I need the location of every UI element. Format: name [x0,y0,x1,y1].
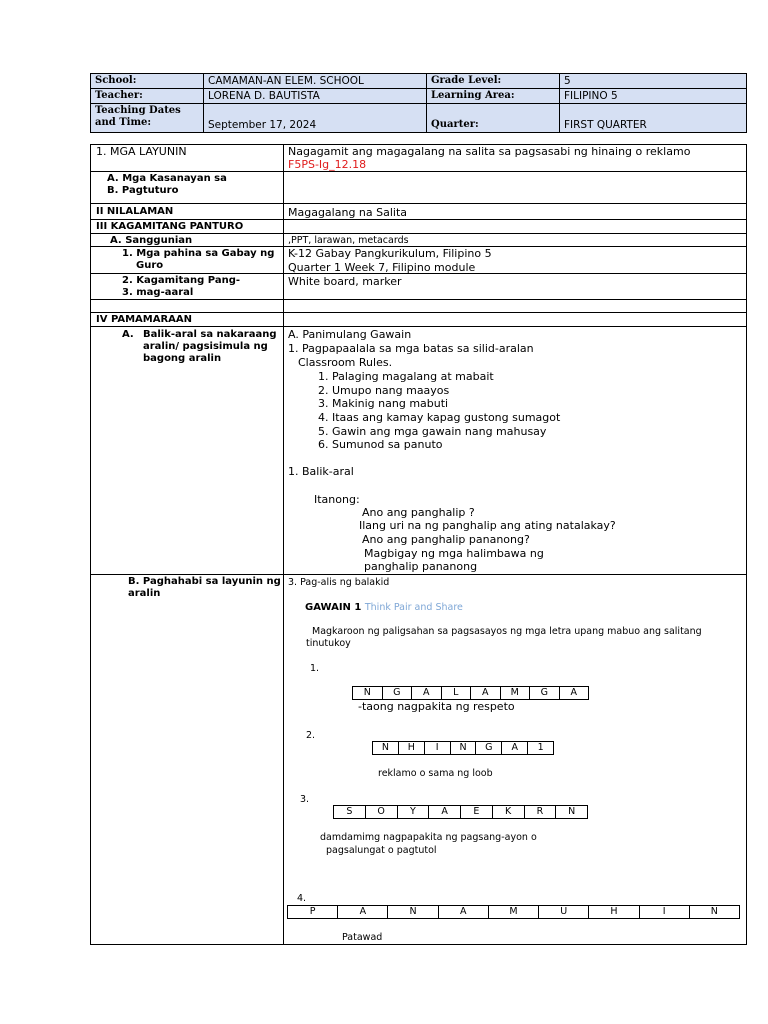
letter-box: S [334,806,366,818]
batas-text: 1. Pagpapaalala sa mga batas sa silid-aralan [288,342,534,355]
item-clue-line-1: damdamimg nagpapakita ng pagsang-ayon o [320,832,537,843]
letter-boxes-4 [287,905,740,919]
letter-box: A [429,806,461,818]
kagamitan-text: White board, marker [288,275,402,288]
letter-box: R [525,806,557,818]
letter-box: A [439,906,489,918]
dates-label-line-2: and Time: [95,117,152,128]
layunin-text: Nagagamit ang magagalang na salita sa pagsasabi ng hinaing o reklamo [288,145,691,158]
gawain-title [305,600,463,614]
letter-box: N [388,906,438,918]
kagamitang-line-1: 2. Kagamitang Pang- [122,275,241,286]
grade-value: 5 [560,74,747,89]
letter-box: 1 [537,742,544,753]
header-table [90,73,747,133]
question-item: panghalip pananong [364,560,478,573]
item-clue-line-2: pagsalungat o pagtutol [326,845,437,856]
gawain-subtitle: Think Pair and Share [364,602,463,613]
balik-line-2: aralin/ pagsisimula ng [143,341,268,352]
letter-box: L [442,687,472,699]
question-item: Ano ang panghalip pananong? [362,533,530,546]
rule-item: 5. Gawin ang mga gawain nang mahusay [318,425,547,438]
letter-box: A [412,687,442,699]
paghahabi-line-2: aralin [128,588,161,599]
pahina-line-2: Guro [136,260,164,271]
rule-item: 4. Itaas ang kamay kapag gustong sumagot [318,411,561,424]
item-number: 3. [300,794,310,805]
letter-box: G [530,687,560,699]
balik-line-1: Balik-aral sa nakaraang [143,329,277,340]
dates-value: September 17, 2024 [204,104,427,133]
gabay-line-1: K-12 Gabay Pangkurikulum, Filipino 5 [288,247,492,260]
teacher-label: Teacher: [91,89,204,104]
letter-box: N [373,742,399,754]
kagamitang-line-2: 3. mag-aaral [122,287,194,298]
nilalaman-text: Magagalang na Salita [288,206,408,219]
letter-box: I [640,906,690,918]
letter-box: P [288,906,338,918]
sanggunian-text: ,PPT, larawan, metacards [288,235,409,246]
balik-aral-text: 1. Balik-aral [288,465,354,478]
school-value: CAMAMAN-AN ELEM. SCHOOL [204,74,427,89]
row-divider [90,203,746,204]
letter-box: H [399,742,425,754]
nilalaman-heading: II NILALAMAN [96,206,174,217]
layunin-heading: 1. MGA LAYUNIN [96,145,187,158]
area-value: FILIPINO 5 [560,89,747,104]
letter-box: U [539,906,589,918]
letter-box: N [451,742,477,754]
row-divider [90,326,746,327]
letter-box: G [383,687,413,699]
letter-box: G [476,742,502,754]
quarter-value: FIRST QUARTER [560,104,747,133]
letter-box: Y [398,806,430,818]
letter-box: A [338,906,388,918]
item-clue: Patawad [342,932,383,943]
item-clue: -taong nagpakita ng respeto [358,700,515,713]
balik-line-3: bagong aralin [143,353,222,364]
letter-box: A [471,687,501,699]
dates-label [91,104,204,133]
letter-box: H [589,906,639,918]
pahina-line-1: 1. Mga pahina sa Gabay ng [122,248,275,259]
item-number: 1. [310,663,320,674]
letter-boxes-3 [333,805,588,819]
kasanayan-a: A. Mga Kasanayan sa [107,173,227,184]
rule-item: 2. Umupo nang maayos [318,384,450,397]
question-item: Magbigay ng mga halimbawa ng [364,547,544,560]
letter-box: A [570,687,577,698]
letter-box: N [710,906,718,917]
gawain-label: GAWAIN 1 [305,602,362,613]
question-item: Ilang uri na ng panghalip ang ating natalakay? [359,519,616,532]
item-clue: reklamo o sama ng loob [378,768,493,779]
column-divider [283,144,284,944]
paghahabi-line-1: B. Paghahabi sa layunin ng [128,576,281,587]
instruction-line-2: tinutukoy [306,638,351,649]
pag-alis-text: 3. Pag-alis ng balakid [288,577,390,588]
sanggunian-heading: A. Sanggunian [110,235,193,246]
item-number: 4. [297,893,307,904]
letter-box: O [366,806,398,818]
letter-box: E [461,806,493,818]
itanong-label: Itanong: [314,493,360,506]
rule-item: 3. Makinig nang mabuti [318,397,449,410]
teacher-value: LORENA D. BAUTISTA [204,89,427,104]
letter-box: N [353,687,383,699]
kasanayan-b: B. Pagtuturo [107,185,179,196]
dates-label-line-1: Teaching Dates [95,105,181,116]
area-label: Learning Area: [427,89,560,104]
competency-code: F5PS-Ig_12.18 [288,158,367,171]
rule-item: 1. Palaging magalang at mabait [318,370,494,383]
panimulang-gawain: A. Panimulang Gawain [288,328,412,341]
grade-label: Grade Level: [427,74,560,89]
school-label: School: [91,74,204,89]
gabay-line-2: Quarter 1 Week 7, Filipino module [288,261,476,274]
rule-item: 6. Sumunod sa panuto [318,438,443,451]
kagamitan-heading: III KAGAMITANG PANTURO [96,221,244,232]
rules-title: Classroom Rules. [298,356,393,369]
pamamaraan-heading: IV PAMAMARAAN [96,314,193,325]
letter-box: M [501,687,531,699]
quarter-label: Quarter: [427,104,560,133]
instruction-line-1: Magkaroon ng paligsahan sa pagsasayos ng mga letra upang mabuo ang salitang [312,626,702,637]
letter-box: N [568,806,576,817]
letter-box: I [425,742,451,754]
letter-boxes-2 [372,741,554,755]
letter-box: K [493,806,525,818]
question-item: Ano ang panghalip ? [362,506,475,519]
letter-boxes-1 [352,686,589,700]
letter-box: M [489,906,539,918]
item-number: 2. [306,730,316,741]
letter-box: A [502,742,528,754]
row-divider [90,299,746,300]
balik-letter: A. [122,329,134,340]
